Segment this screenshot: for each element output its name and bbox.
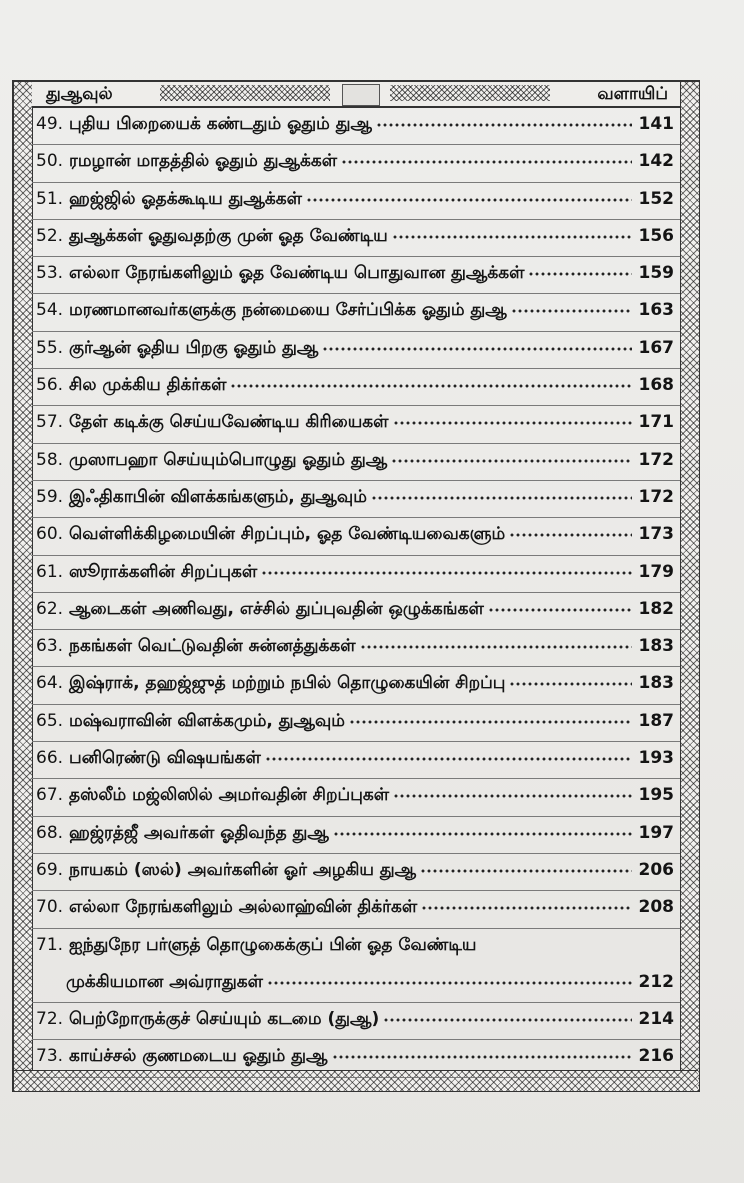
entry-number: 65. [36,710,64,731]
dot-leader [509,530,632,540]
toc-entry [32,183,680,220]
entry-number: 58. [36,449,64,470]
entry-page: 152 [638,188,674,209]
entry-title: ஸூராக்களின் சிறப்புகள் [69,561,258,582]
entry-title: புதிய பிறையைக் கண்டதும் ஓதும் துஆ [69,114,372,134]
entry-title: இஃதிகாபின் விளக்கங்களும், துஆவும் [69,486,367,507]
dot-leader [392,232,632,242]
entry-page: 195 [638,785,674,806]
entry-number: 53. [36,263,64,284]
entry-title: நாயகம் (ஸல்) அவர்களின் ஓர் அழகிய துஆ [69,859,417,880]
dot-leader [391,456,632,466]
entry-title: முஸாபஹா செய்யும்பொழுது ஓதும் துஆ [69,449,388,470]
dot-leader [360,642,632,652]
toc-entry [32,667,680,704]
dot-leader [230,381,632,391]
entry-page: 187 [638,710,674,731]
toc-entry [32,108,680,145]
entry-page: 197 [638,822,674,843]
entry-number: 67. [36,785,64,806]
entry-title: மஷ்வராவின் விளக்கமும், துஆவும் [69,710,345,731]
toc-entry [32,630,680,667]
entry-title: சில முக்கிய திக்ர்கள் [69,375,227,396]
entry-page: 156 [638,225,674,246]
entry-page: 183 [638,636,674,657]
entry-title: எல்லா நேரங்களிலும் ஓத வேண்டிய பொதுவான துஆக்கள் [69,263,525,284]
entry-number: 61. [36,561,64,582]
entry-number: 55. [36,337,64,358]
toc-entry [32,518,680,555]
toc-entry [32,779,680,816]
entry-number: 49. [36,114,64,134]
entry-page: 167 [638,337,674,358]
dot-leader [383,1015,632,1025]
entry-title: துஆக்கள் ஓதுவதற்கு முன் ஓத வேண்டிய [69,225,388,246]
header-ornament-left [160,85,330,101]
toc-entry [32,854,680,891]
entry-number: 54. [36,300,64,321]
entry-title-continued: முக்கியமான அவ்ராதுகள் [66,971,264,992]
toc-entry [32,257,680,294]
entry-number: 57. [36,412,64,433]
entry-page: 193 [638,748,674,769]
left-ornament-border [14,82,33,1090]
dot-leader [393,418,633,428]
toc-entry [32,406,680,443]
entry-number: 59. [36,486,64,507]
entry-page: 141 [638,114,674,134]
entry-page: 142 [638,151,674,172]
entry-title: பனிரெண்டு விஷயங்கள் [69,748,261,769]
entry-page: 168 [638,375,674,396]
entry-number: 70. [36,897,64,918]
toc-entry [32,1040,680,1077]
entry-title: மரணமானவர்களுக்கு நன்மையை சேர்ப்பிக்க ஓதும் துஆ [69,300,507,321]
entry-number: 62. [36,598,64,619]
toc-entry [32,145,680,182]
entry-title: தேள் கடிக்கு செய்யவேண்டிய கிரியைகள் [69,412,389,433]
header-right-title: வளாயிப் [597,84,668,104]
entry-title: நகங்கள் வெட்டுவதின் சுன்னத்துக்கள் [69,636,356,657]
entry-number: 68. [36,822,64,843]
entry-page: 163 [638,300,674,321]
dot-leader [421,903,632,913]
entry-page: 171 [638,412,674,433]
dot-leader [420,866,632,876]
dot-leader [376,120,632,130]
dot-leader [349,717,632,727]
entry-page: 212 [638,971,674,992]
entry-number: 69. [36,859,64,880]
entry-title: குர்ஆன் ஓதிய பிறகு ஓதும் துஆ [69,337,319,358]
dot-leader [341,157,632,167]
entry-page: 173 [638,524,674,545]
entry-title: ஆடைகள் அணிவது, எச்சில் துப்புவதின் ஒழுக்கங்கள் [69,598,484,619]
entry-title: ரமழான் மாதத்தில் ஓதும் துஆக்கள் [69,151,338,172]
entry-number: 66. [36,748,64,769]
right-ornament-border [680,82,699,1090]
dot-leader [393,791,632,801]
entry-title: காய்ச்சல் குணமடைய ஓதும் துஆ [69,1046,328,1067]
entry-page: 206 [638,859,674,880]
entry-title: எல்லா நேரங்களிலும் அல்லாஹ்வின் திக்ர்கள் [69,897,418,918]
dot-leader [261,568,632,578]
dot-leader [488,605,632,615]
header-left-title: துஆவுல் [46,84,113,104]
entry-title: ஹஜ்ரத்ஜீ அவர்கள் ஓதிவந்த துஆ [69,822,329,843]
toc-entry [32,929,680,1004]
entry-title: ஐந்துநேர பர்ளுத் தொழுகைக்குப் பின் ஓத வேண்டிய [69,934,477,955]
entry-number: 64. [36,673,64,694]
entry-number: 50. [36,151,64,172]
entry-title: ஹஜ்ஜில் ஓதக்கூடிய துஆக்கள் [69,188,302,209]
header-center-ornament [342,84,380,106]
entry-number: 72. [36,1009,64,1030]
toc-entry [32,481,680,518]
entry-page: 214 [638,1009,674,1030]
entry-page: 172 [638,449,674,470]
toc-entry [32,742,680,779]
dot-leader [332,1052,632,1062]
toc-entry [32,332,680,369]
dot-leader [528,269,632,279]
toc-entry [32,556,680,593]
toc-entry [32,1003,680,1040]
dot-leader [333,829,632,839]
entry-number: 63. [36,636,64,657]
entry-title: இஷ்ராக், தஹஜ்ஜுத் மற்றும் நபில் தொழுகையின் சிறப்பு [69,673,506,694]
dot-leader [371,493,632,503]
dot-leader [511,306,632,316]
dot-leader [267,978,632,988]
entry-title: தஸ்லீம் மஜ்லிஸில் அமர்வதின் சிறப்புகள் [69,785,390,806]
entry-title: பெற்றோருக்குச் செய்யும் கடமை (துஆ) [69,1009,380,1030]
entry-page: 208 [638,897,674,918]
dot-leader [265,754,632,764]
entry-number: 71. [36,934,64,955]
dot-leader [306,195,632,205]
entry-page: 172 [638,486,674,507]
entry-number: 73. [36,1046,64,1067]
toc-entry [32,444,680,481]
toc-entry [32,369,680,406]
entry-number: 60. [36,524,64,545]
toc-entry [32,294,680,331]
entry-page: 182 [638,598,674,619]
toc-entry [32,817,680,854]
toc-entry [32,891,680,928]
entry-title: வெள்ளிக்கிழமையின் சிறப்பும், ஓத வேண்டியவைகளும் [69,524,506,545]
entry-number: 52. [36,225,64,246]
toc-entry [32,593,680,630]
dot-leader [509,679,632,689]
dot-leader [322,344,632,354]
header-ornament-right [390,85,550,101]
running-header [32,82,680,108]
entry-page: 183 [638,673,674,694]
entry-page: 216 [638,1046,674,1067]
toc-entry [32,705,680,742]
entry-page: 159 [638,263,674,284]
contents-list [32,108,680,1078]
entry-number: 51. [36,188,64,209]
entry-page: 179 [638,561,674,582]
entry-number: 56. [36,375,64,396]
toc-entry [32,220,680,257]
